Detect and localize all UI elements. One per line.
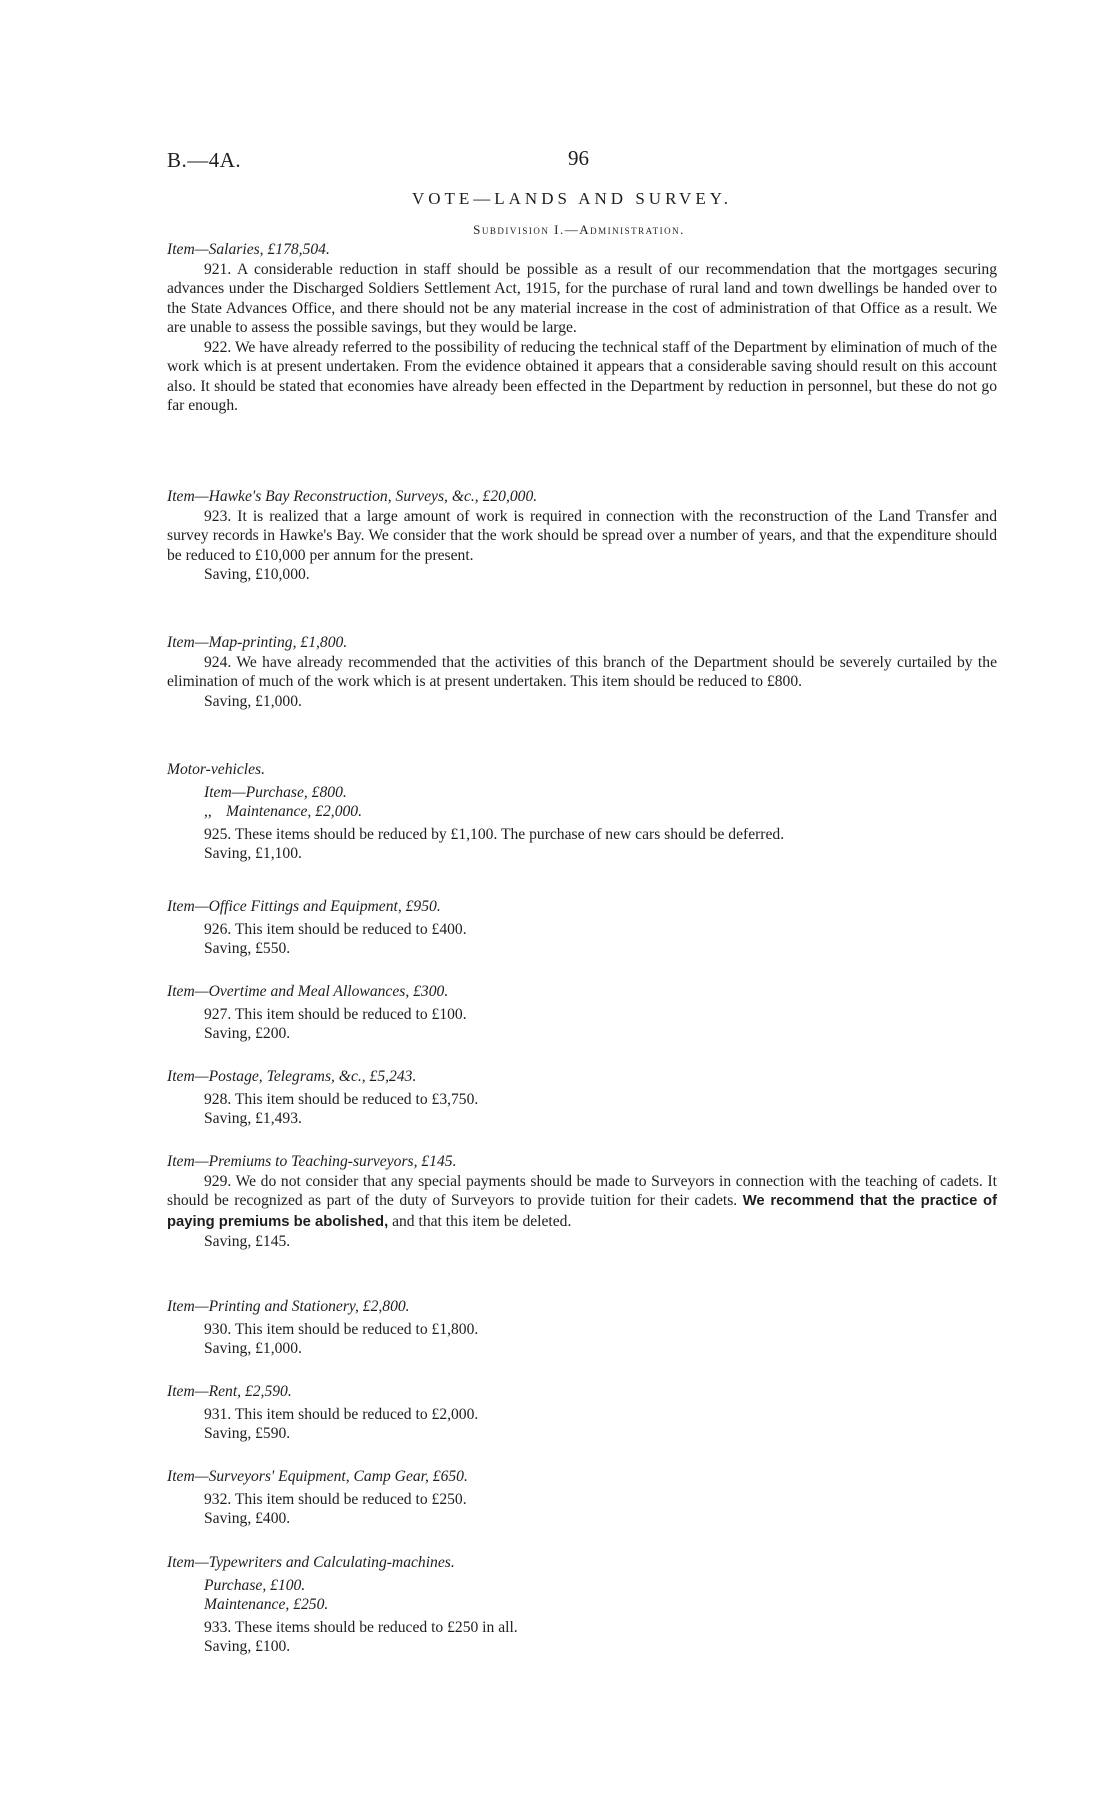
section-postage — [167, 1067, 997, 1129]
saving-line: Saving, £10,000. — [204, 566, 310, 583]
section-map-printing — [167, 633, 997, 711]
item-heading: Item—Typewriters and Calculating-machines. — [167, 1554, 455, 1571]
item-heading: Item—Office Fittings and Equipment, £950. — [167, 898, 441, 915]
saving-line: Saving, £1,493. — [204, 1110, 302, 1127]
paragraph-927: 927. This item should be reduced to £100. — [204, 1005, 467, 1023]
section-rent — [167, 1382, 997, 1444]
vote-title: VOTE—LANDS AND SURVEY. — [411, 189, 733, 208]
saving-line: Saving, £1,000. — [204, 1340, 302, 1357]
item-heading: Item—Postage, Telegrams, &c., £5,243. — [167, 1068, 417, 1085]
paragraph-922: 922. We have already referred to the possibility of reducing the technical staff of the Department by elimination of much of the work which is at present undertaken. From the evidence obtained it appears that a considerable saving should result on this account also. It should be stated that economies have already been effected in the Department by reduction in personnel, but these do not go far enough. — [167, 338, 997, 414]
section-surveyors-equipment — [167, 1467, 997, 1529]
section-printing — [167, 1297, 997, 1359]
paragraph-924: 924. We have already recommended that the activities of this branch of the Department should be severely curtailed by the elimination of much of the work which is at present undertaken. This item should be reduced to £800. — [167, 653, 997, 690]
section-typewriters — [167, 1553, 997, 1657]
ditto-mark: ,, — [204, 803, 212, 820]
page-number: 96 — [568, 146, 589, 170]
item-heading: Item—Rent, £2,590. — [167, 1383, 292, 1400]
paragraph-929-start: 929. We do not consider that any special payments should be made to Surveyors in connection with the teaching of cadets. It should be recognized as part of the duty of Surveyors to provide tuition for their cadets. — [167, 1172, 997, 1209]
item-heading: Motor-vehicles. — [167, 761, 265, 778]
saving-line: Saving, £200. — [204, 1025, 291, 1042]
saving-line: Saving, £400. — [204, 1510, 291, 1527]
item-heading: Item—Overtime and Meal Allowances, £300. — [167, 983, 449, 1000]
section-overtime — [167, 982, 997, 1044]
paragraph-923: 923. It is realized that a large amount of work is required in connection with the reconstruction of the Land Transfer and survey records in Hawke's Bay. We consider that the work should be spread over a number of years, and that the expenditure should be reduced to £10,000 per annum for the present. — [167, 507, 997, 564]
item-heading: Item—Map-printing, £1,800. — [167, 634, 348, 651]
item-heading: Item—Hawke's Bay Reconstruction, Surveys, &c., £20,000. — [167, 488, 538, 505]
section-premiums — [167, 1152, 997, 1252]
section-office-fittings — [167, 897, 997, 959]
item-heading: Item—Salaries, £178,504. — [167, 241, 330, 258]
recommendation-emphasis: We recommend that the practice of paying premiums be abolished, — [167, 1193, 998, 1230]
saving-line: Saving, £100. — [204, 1638, 291, 1655]
sub-item-purchase: Purchase, £100. — [204, 1576, 306, 1594]
item-heading: Item—Surveyors' Equipment, Camp Gear, £650. — [167, 1468, 468, 1485]
section-hawkes-bay — [167, 487, 997, 585]
paragraph-932: 932. This item should be reduced to £250. — [204, 1490, 467, 1508]
paragraph-931: 931. This item should be reduced to £2,000. — [204, 1405, 479, 1423]
sub-item-maintenance-text: Maintenance, £2,000. — [226, 803, 362, 820]
saving-line: Saving, £550. — [204, 940, 291, 957]
subdivision-title: Subdivision I.—Administration. — [473, 222, 685, 237]
sub-item-maintenance: Maintenance, £250. — [204, 1596, 329, 1613]
saving-line: Saving, £1,000. — [204, 692, 302, 710]
sub-item-maintenance — [167, 802, 997, 822]
report-reference: B.—4A. — [167, 148, 242, 172]
paragraph-933: 933. These items should be reduced to £250 in all. — [204, 1618, 518, 1636]
paragraph-925: 925. These items should be reduced by £1,100. The purchase of new cars should be deferred. — [204, 825, 785, 843]
saving-line: Saving, £590. — [204, 1425, 291, 1442]
item-heading: Item—Premiums to Teaching-surveyors, £145. — [167, 1153, 457, 1170]
paragraph-926: 926. This item should be reduced to £400. — [204, 920, 467, 938]
item-heading: Item—Printing and Stationery, £2,800. — [167, 1298, 410, 1315]
paragraph-930: 930. This item should be reduced to £1,800. — [204, 1320, 479, 1338]
saving-line: Saving, £1,100. — [204, 845, 302, 862]
paragraph-929 — [167, 1172, 997, 1233]
paragraph-921: 921. A considerable reduction in staff should be possible as a result of our recommendation that the mortgages securing advances under the Discharged Soldiers Settlement Act, 1915, for the purchase of rural land and town dwellings be handed over to the State Advances Office, and there should not be any material increase in the cost of administration of that Office as a result. We are unable to assess the possible savings, but they would be large. — [167, 260, 997, 336]
section-salaries — [167, 240, 997, 416]
paragraph-929-end: and that this item be deleted. — [388, 1212, 572, 1230]
sub-item-purchase: Item—Purchase, £800. — [204, 783, 347, 801]
saving-line: Saving, £145. — [204, 1233, 291, 1250]
paragraph-928: 928. This item should be reduced to £3,750. — [204, 1090, 479, 1108]
section-motor-vehicles — [167, 760, 997, 864]
